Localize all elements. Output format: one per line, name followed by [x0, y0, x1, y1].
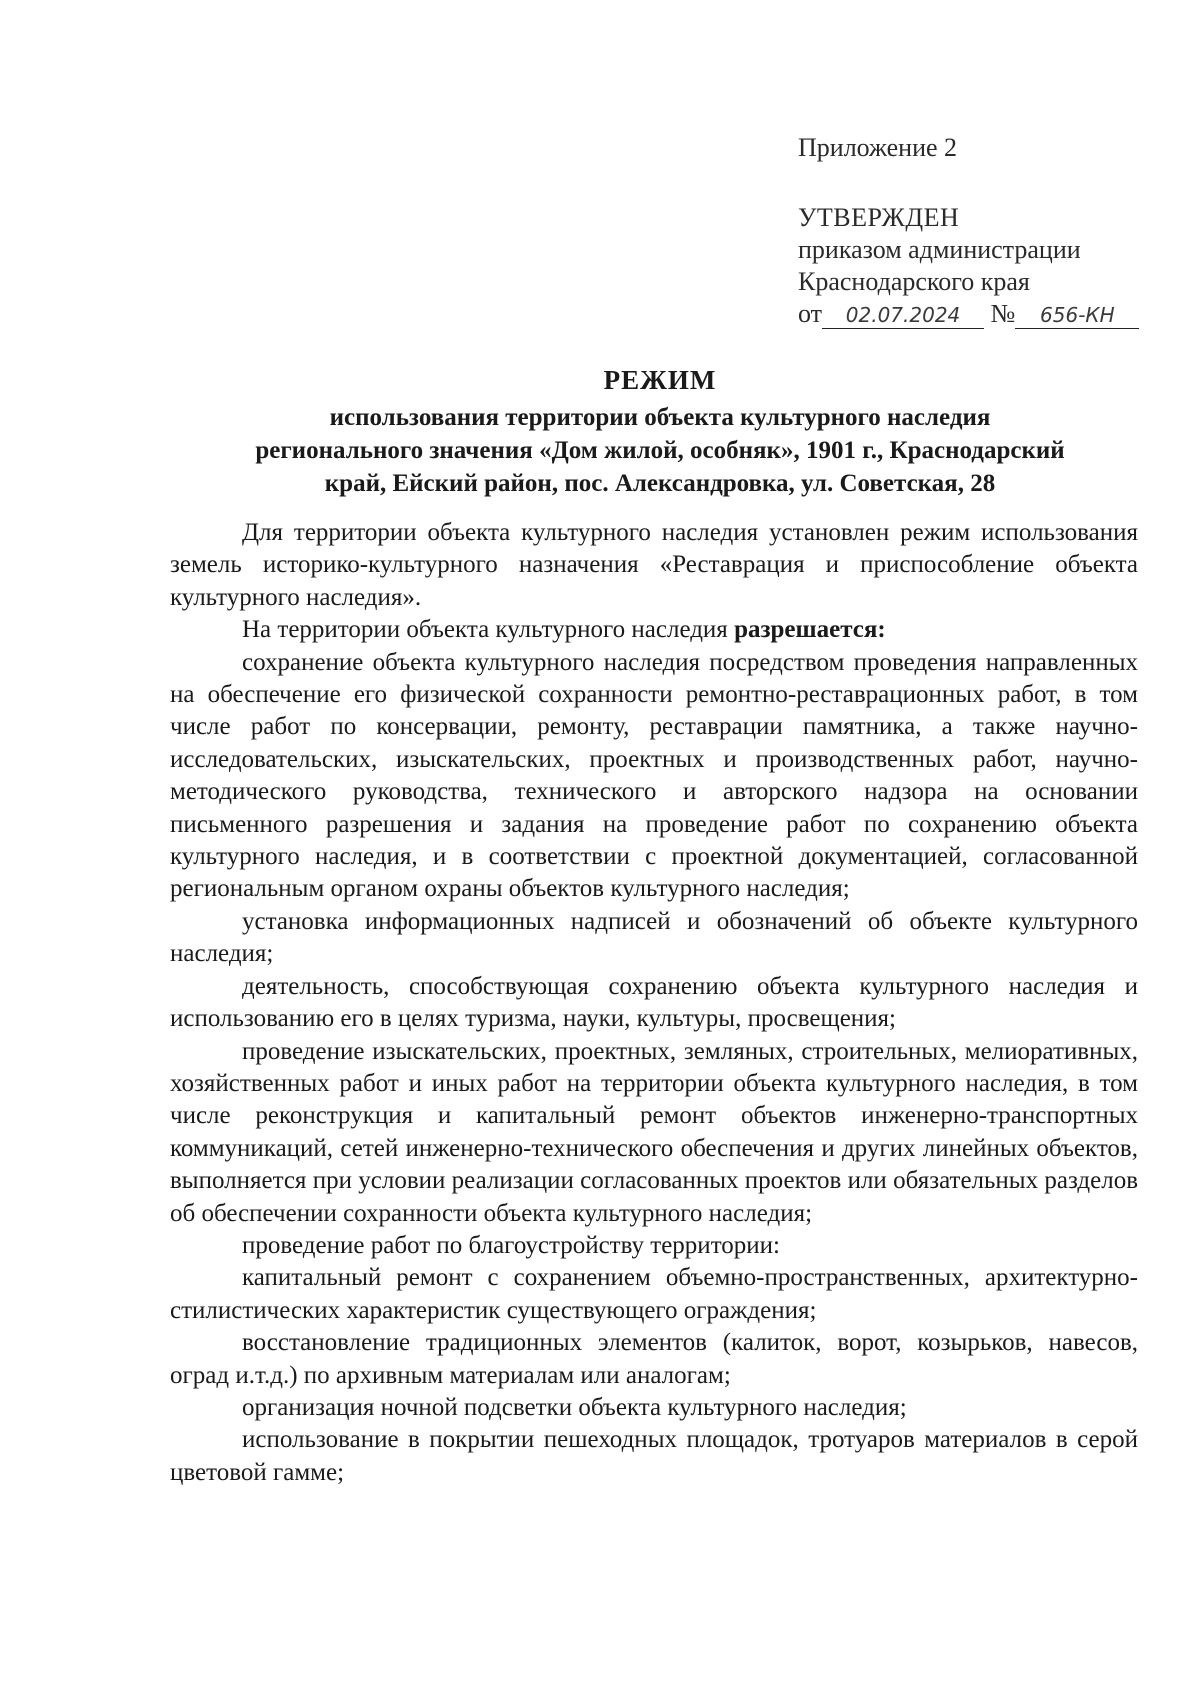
list-item: установка информационных надписей и обозначений об объекте культурного наследия; [170, 907, 1138, 968]
allowed-lead: На территории объекта культурного наследия [242, 616, 735, 644]
list-item: использование в покрытии пешеходных площадок, тротуаров материалов в серой цветовой гамме; [170, 1426, 1138, 1486]
title-line-2: регионального значения «Дом жилой, особняк», 1901 г., Краснодарский [255, 437, 1065, 464]
approved-label: УТВЕРЖДЕН [798, 203, 960, 232]
title-line-1: использования территории объекта культурного наследия [329, 404, 991, 431]
allowed-paragraph [170, 614, 1138, 646]
list-item: организация ночной подсветки объекта культурного наследия; [242, 1393, 907, 1421]
list-item: проведение работ по благоустройству территории: [242, 1231, 780, 1259]
order-line [798, 298, 1178, 330]
title-line-3: край, Ейский район, пос. Александровка, ул. Советская, 28 [324, 470, 996, 497]
order-date: 02.07.2024 [822, 302, 984, 329]
approval-line-1: приказом администрации [798, 235, 1081, 264]
document-body [170, 517, 1138, 1489]
list-item: деятельность, способствующая сохранению объекта культурного наследия и использованию его в целях туризма, науки, культуры, просвещения; [170, 972, 1138, 1033]
allowed-keyword: разрешается: [734, 616, 886, 644]
order-number: 656-КН [1015, 302, 1139, 329]
intro-paragraph: Для территории объекта культурного наследия установлен режим использования земель историко-культурного назначения «Реставрация и приспособление объекта культурного наследия». [170, 519, 1138, 611]
title-main: РЕЖИМ [603, 365, 717, 395]
list-item: сохранение объекта культурного наследия посредством проведения направленных на обеспечение его физической сохранности ремонтно-реставрационных работ, в том числе работ по консервации, ремонту, реставрации памятника, а также научно-исследовательских, изыскательских, проектных и производственных работ, научно-методического руководства, технического и авторского надзора на основании письменного разрешения и задания на проведение работ по сохранению объекта культурного наследия, и в соответствии с проектной документацией, согласованной региональным органом охраны объектов культурного наследия; [170, 648, 1138, 903]
list-item: капитальный ремонт с сохранением объемно-пространственных, архитектурно-стилистических характеристик существующего ограждения; [170, 1264, 1138, 1324]
list-item: восстановление традиционных элементов (калиток, ворот, козырьков, навесов, оград и.т.д.) по архивным материалам или аналогам; [170, 1329, 1138, 1389]
list-item: проведение изыскательских, проектных, земляных, строительных, мелиоративных, хозяйственных работ и иных работ на территории объекта культурного наследия, в том числе реконструкция и капитальный ремонт объектов инженерно-транспортных коммуникаций, сетей инженерно-технического обеспечения и других линейных объектов, выполняется при условии реализации согласованных проектов или обязательных разделов об обеспечении сохранности объекта культурного наследия; [170, 1037, 1138, 1227]
appendix-label: Приложение 2 [798, 133, 958, 162]
approval-block [798, 132, 1178, 330]
order-number-prefix: № [990, 299, 1016, 328]
order-prefix: от [798, 299, 823, 328]
document-title [150, 363, 1170, 500]
approval-line-2: Краснодарского края [798, 267, 1030, 296]
